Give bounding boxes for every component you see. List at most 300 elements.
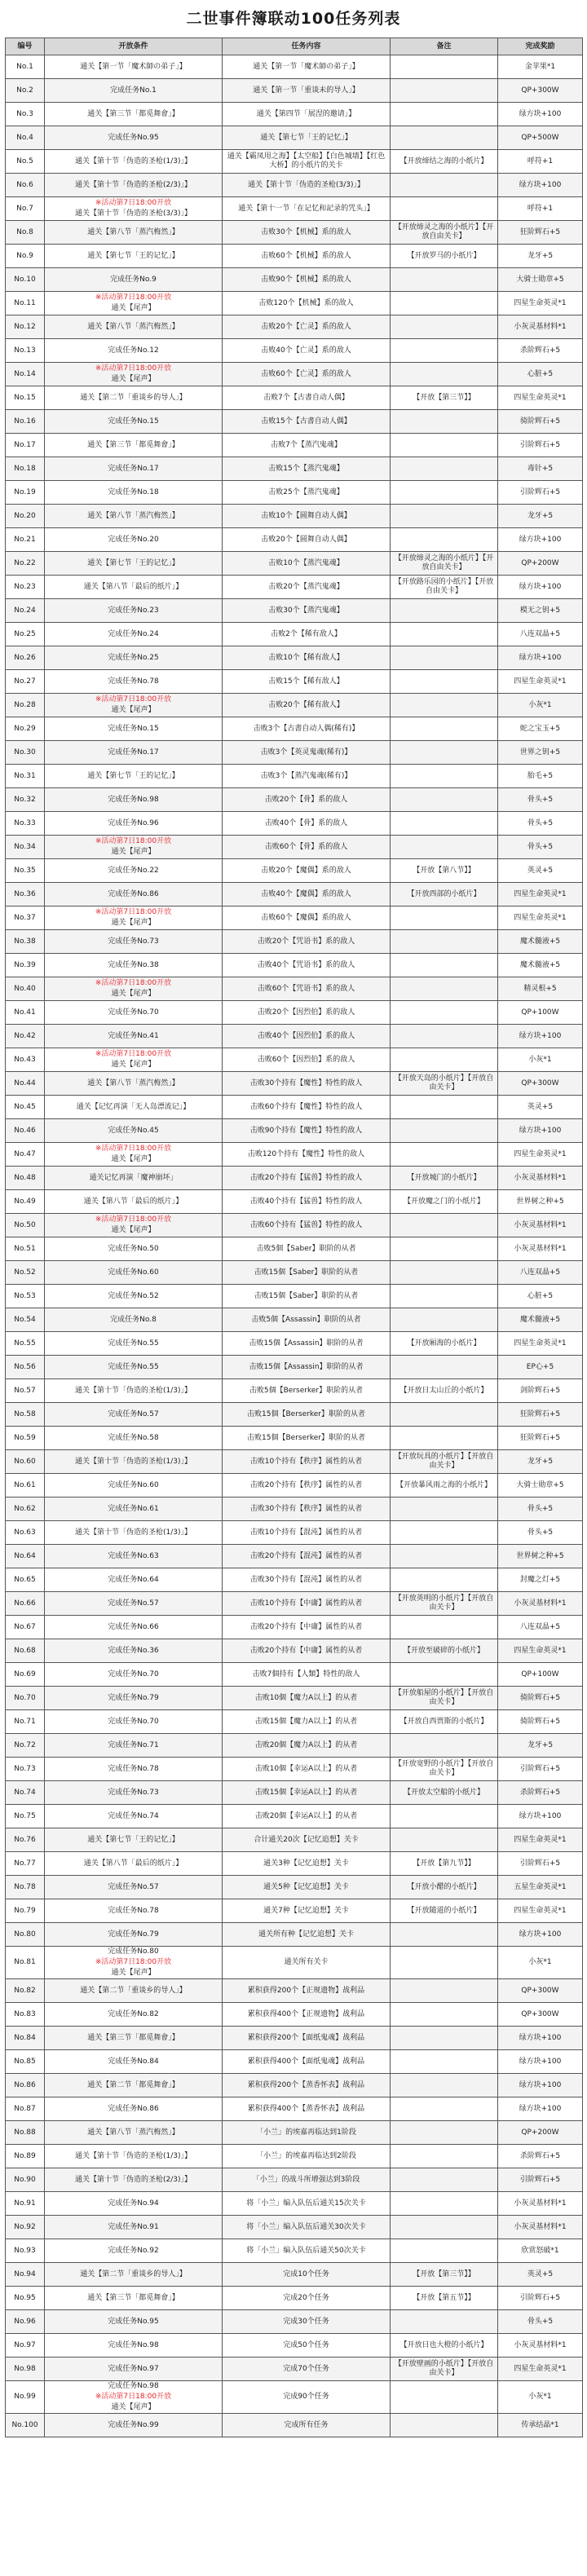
mission-note	[391, 126, 498, 150]
mission-condition	[45, 197, 223, 221]
mission-task: 完成所有任务	[223, 2414, 391, 2437]
mission-task: 击败7个【蒸汽鬼魂】	[223, 434, 391, 457]
condition-text: 通关【第八节「最后的纸片」】	[83, 582, 183, 591]
mission-reward: QP+500W	[498, 126, 583, 150]
mission-reward: 世界树之种+5	[498, 1190, 583, 1214]
mission-reward: 骑阶辉石+5	[498, 1687, 583, 1710]
mission-condition	[45, 812, 223, 836]
mission-reward: 封魔之灯+5	[498, 1568, 583, 1592]
mission-task: 完成90个任务	[223, 2381, 391, 2414]
mission-reward: 小灰灵基材料*1	[498, 2334, 583, 2358]
table-row	[6, 977, 583, 1001]
mission-note	[391, 481, 498, 505]
mission-task: 击败20个持有【秩序】属性的从者	[223, 1474, 391, 1498]
mission-number: No.50	[6, 1214, 45, 1237]
mission-reward: 绿方块+100	[498, 2074, 583, 2097]
condition-text: 完成任务No.73	[108, 937, 159, 946]
table-row	[6, 1568, 583, 1592]
mission-task: 通关【第十一节「在记忆和記录的咒头」】	[223, 197, 391, 221]
condition-text: 通关【尾声】	[111, 848, 156, 856]
mission-note	[391, 2168, 498, 2192]
event-open-notice: ※活动第7日18:00开放	[95, 695, 172, 704]
table-row	[6, 623, 583, 646]
mission-task: 击败10个【圆舞自动人偶】	[223, 505, 391, 528]
mission-condition	[45, 315, 223, 339]
mission-note	[391, 339, 498, 363]
mission-task: 通关所有关卡	[223, 1947, 391, 1979]
table-row	[6, 1214, 583, 1237]
mission-number: No.97	[6, 2334, 45, 2358]
table-row	[6, 741, 583, 765]
condition-text: 完成任务No.78	[108, 1764, 159, 1773]
mission-condition	[45, 1521, 223, 1545]
mission-note	[391, 2003, 498, 2027]
mission-task: 击败20个【蒸汽鬼魂】	[223, 576, 391, 599]
mission-note	[391, 2192, 498, 2216]
mission-task: 击败15個【魔力A以上】的从者	[223, 1710, 391, 1734]
mission-number: No.94	[6, 2263, 45, 2287]
mission-note	[391, 2239, 498, 2263]
header-condition: 开放条件	[45, 38, 223, 55]
event-open-notice: ※活动第7日18:00开放	[95, 199, 172, 207]
mission-note	[391, 1001, 498, 1025]
mission-number: No.62	[6, 1498, 45, 1521]
mission-condition	[45, 434, 223, 457]
mission-condition	[45, 694, 223, 717]
mission-note: 【开放暴风雨之海的小纸片】	[391, 1474, 498, 1498]
mission-note	[391, 457, 498, 481]
mission-note	[391, 363, 498, 386]
mission-number: No.26	[6, 646, 45, 670]
condition-text: 通关【第二节「重谈乡的导人」】	[80, 393, 187, 402]
mission-task: 击败20個【幸运A以上】的从者	[223, 1805, 391, 1828]
table-row	[6, 245, 583, 268]
mission-note	[391, 977, 498, 1001]
condition-text: 通关【尾声】	[111, 990, 156, 998]
table-row	[6, 1167, 583, 1190]
mission-task: 击败60个【机械】系的敌人	[223, 245, 391, 268]
mission-note	[391, 2050, 498, 2074]
mission-number: No.51	[6, 1237, 45, 1261]
table-row	[6, 2239, 583, 2263]
table-row	[6, 836, 583, 859]
condition-text: 通关【第七节「王的记忆」】	[87, 558, 179, 567]
mission-condition	[45, 1450, 223, 1474]
condition-text: 通关【第十节「伪造的圣枪(1/3)」】	[74, 1457, 192, 1466]
table-row	[6, 1072, 583, 1096]
mission-task: 击败2个【稀有敌人】	[223, 623, 391, 646]
mission-note	[391, 1521, 498, 1545]
mission-reward: 心脏+5	[498, 363, 583, 386]
mission-task: 击败15個【Saber】职阶的从者	[223, 1261, 391, 1285]
condition-text: 完成任务No.61	[108, 1504, 159, 1513]
mission-reward: 四星生命英灵*1	[498, 1828, 583, 1852]
mission-number: No.13	[6, 339, 45, 363]
mission-reward: 龙牙+5	[498, 505, 583, 528]
condition-text: 通关【尾声】	[111, 1061, 156, 1069]
mission-reward: QP+100W	[498, 1001, 583, 1025]
mission-note: 【开放自西贾斯的小纸片】	[391, 1710, 498, 1734]
mission-task: 击败15個【Berserker】职阶的从者	[223, 1427, 391, 1450]
mission-number: No.12	[6, 315, 45, 339]
mission-number: No.25	[6, 623, 45, 646]
mission-note	[391, 788, 498, 812]
table-row	[6, 2263, 583, 2287]
table-row	[6, 2358, 583, 2381]
table-row	[6, 765, 583, 788]
condition-text: 完成任务No.18	[108, 487, 159, 496]
condition-text: 完成任务No.17	[108, 464, 159, 473]
table-row	[6, 2027, 583, 2050]
mission-reward: 龙牙+5	[498, 1450, 583, 1474]
table-row	[6, 2414, 583, 2437]
table-row	[6, 2168, 583, 2192]
mission-number: No.70	[6, 1687, 45, 1710]
mission-condition	[45, 2168, 223, 2192]
mission-note	[391, 1096, 498, 1119]
mission-note	[391, 1427, 498, 1450]
mission-note: 【开放船屋的小纸片】【开放自由关卡】	[391, 1687, 498, 1710]
mission-reward: 四星生命英灵*1	[498, 1143, 583, 1167]
mission-reward: 绿方块+100	[498, 2050, 583, 2074]
mission-task: 击败20個【魔力A以上】的从者	[223, 1734, 391, 1758]
mission-condition	[45, 1899, 223, 1923]
mission-note	[391, 1568, 498, 1592]
table-row	[6, 2310, 583, 2334]
mission-reward: 英灵+5	[498, 859, 583, 883]
condition-text: 通关【第一节「魔术師の弟子」】	[80, 62, 187, 71]
mission-number: No.8	[6, 221, 45, 245]
mission-task: 击败40个持有【猛兽】特性的敌人	[223, 1190, 391, 1214]
mission-reward: 传承结晶*1	[498, 2414, 583, 2437]
condition-text: 完成任务No.79	[108, 1693, 159, 1702]
table-row	[6, 1427, 583, 1450]
mission-task: 将「小兰」编入队伍后通关30次关卡	[223, 2216, 391, 2239]
mission-note	[391, 79, 498, 103]
mission-condition	[45, 2097, 223, 2121]
table-row	[6, 1663, 583, 1687]
mission-reward: 八连双晶+5	[498, 623, 583, 646]
table-row	[6, 315, 583, 339]
mission-condition	[45, 2239, 223, 2263]
mission-task: 击败15个【稀有敌人】	[223, 670, 391, 694]
condition-text: 完成任务No.95	[108, 133, 159, 142]
mission-task: 击败10個【幸运A以上】的从者	[223, 1758, 391, 1781]
mission-note	[391, 623, 498, 646]
mission-number: No.74	[6, 1781, 45, 1805]
mission-note: 【开放城门的小纸片】	[391, 1167, 498, 1190]
mission-task: 完成10个任务	[223, 2263, 391, 2287]
mission-note	[391, 741, 498, 765]
mission-number: No.55	[6, 1332, 45, 1356]
mission-task: 击败3个【英灵鬼魂(稀有)】	[223, 741, 391, 765]
table-row	[6, 1828, 583, 1852]
condition-text: 通关【第十节「伪造的圣枪(1/3)」】	[74, 2151, 192, 2160]
condition-text: 通关【第十节「伪造的圣枪(2/3)」】	[74, 180, 192, 189]
mission-task: 累积获得200个【面纸鬼魂】战利品	[223, 2027, 391, 2050]
condition-text: 完成任务No.1	[110, 86, 157, 95]
condition-text: 完成任务No.73	[108, 1788, 159, 1797]
mission-condition	[45, 859, 223, 883]
mission-task: 击败7个【古書自动人偶】	[223, 386, 391, 410]
mission-number: No.67	[6, 1616, 45, 1639]
table-row	[6, 268, 583, 292]
table-row	[6, 2216, 583, 2239]
table-row	[6, 1285, 583, 1308]
mission-condition	[45, 505, 223, 528]
table-row	[6, 670, 583, 694]
condition-text: 通关【第七节「王的记忆」】	[87, 251, 179, 260]
mission-note: 【开放西部的小纸片】	[391, 883, 498, 906]
mission-task: 击败40个【骨】系的敌人	[223, 812, 391, 836]
mission-reward: 小灰*1	[498, 694, 583, 717]
table-row	[6, 1450, 583, 1474]
mission-note	[391, 1285, 498, 1308]
mission-number: No.88	[6, 2121, 45, 2145]
mission-number: No.52	[6, 1261, 45, 1285]
mission-condition	[45, 623, 223, 646]
condition-text: 完成任务No.71	[108, 1740, 159, 1749]
mission-condition	[45, 1758, 223, 1781]
mission-reward: 心脏+5	[498, 1285, 583, 1308]
mission-task: 击败20个【魔偶】系的敌人	[223, 859, 391, 883]
mission-condition	[45, 2121, 223, 2145]
mission-reward: 四星生命英灵*1	[498, 1899, 583, 1923]
mission-task: 击败60个【咒语书】系的敌人	[223, 977, 391, 1001]
mission-task: 击败15個【Berserker】职阶的从者	[223, 1403, 391, 1427]
mission-condition	[45, 1096, 223, 1119]
condition-text: 完成任务No.15	[108, 417, 159, 426]
condition-text: 通关【第十节「伪造的圣枪(2/3)」】	[74, 2175, 192, 2184]
mission-note	[391, 1119, 498, 1143]
mission-condition	[45, 1379, 223, 1403]
mission-condition	[45, 1474, 223, 1498]
table-row	[6, 1545, 583, 1568]
mission-condition	[45, 1734, 223, 1758]
mission-task: 累积获得400个【面纸鬼魂】战利品	[223, 2050, 391, 2074]
table-row	[6, 1781, 583, 1805]
mission-task: 击败15個【Saber】职阶的从者	[223, 1285, 391, 1308]
mission-task: 击败60个持有【猛兽】特性的敌人	[223, 1214, 391, 1237]
mission-number: No.56	[6, 1356, 45, 1379]
mission-task: 将「小兰」编入队伍后通关50次关卡	[223, 2239, 391, 2263]
condition-text: 通关【第二节「重谈乡的导人」】	[80, 2269, 187, 2278]
mission-condition	[45, 1852, 223, 1876]
table-header-row	[6, 38, 583, 55]
mission-reward: 绿方块+100	[498, 2097, 583, 2121]
mission-reward: 小灰灵基材料*1	[498, 1167, 583, 1190]
mission-task: 击败15個【Assassin】职阶的从者	[223, 1356, 391, 1379]
mission-task: 击败20个【因烈伯】系的敌人	[223, 1001, 391, 1025]
mission-number: No.80	[6, 1923, 45, 1947]
mission-condition	[45, 552, 223, 576]
mission-number: No.7	[6, 197, 45, 221]
table-row	[6, 126, 583, 150]
mission-note	[391, 1828, 498, 1852]
condition-text: 完成任务No.57	[108, 1409, 159, 1418]
mission-task: 合计通关20次【记忆追想】关卡	[223, 1828, 391, 1852]
mission-condition	[45, 599, 223, 623]
mission-number: No.1	[6, 55, 45, 79]
mission-task: 击败7個持有【人類】特性的敌人	[223, 1663, 391, 1687]
table-row	[6, 1710, 583, 1734]
mission-note	[391, 812, 498, 836]
mission-task: 累积获得400个【蒸香怀表】战利品	[223, 2097, 391, 2121]
condition-text: 完成任务No.50	[108, 1244, 159, 1253]
mission-condition	[45, 268, 223, 292]
mission-task: 击败20个【骨】系的敌人	[223, 788, 391, 812]
mission-note	[391, 1308, 498, 1332]
mission-task: 通关【第四节「展涅的邀请」】	[223, 103, 391, 126]
table-row	[6, 1592, 583, 1616]
mission-number: No.91	[6, 2192, 45, 2216]
mission-number: No.27	[6, 670, 45, 694]
mission-task: 击败120个持有【魔性】特性的敌人	[223, 1143, 391, 1167]
mission-note: 【开放至破碎的小纸片】	[391, 1639, 498, 1663]
mission-reward: 五星生命英灵*1	[498, 1876, 583, 1899]
mission-number: No.82	[6, 1979, 45, 2003]
mission-condition	[45, 1001, 223, 1025]
event-open-notice: ※活动第7日18:00开放	[95, 1958, 172, 1966]
mission-number: No.90	[6, 2168, 45, 2192]
table-row	[6, 1143, 583, 1167]
mission-condition	[45, 1545, 223, 1568]
mission-reward: 绿方块+100	[498, 103, 583, 126]
mission-note	[391, 930, 498, 954]
table-row	[6, 906, 583, 930]
mission-note: 【开放缔结之海的小纸片】	[391, 150, 498, 174]
mission-note	[391, 2216, 498, 2239]
mission-reward: 杀阶辉石+5	[498, 1781, 583, 1805]
condition-text: 完成任务No.12	[108, 346, 159, 355]
mission-number: No.85	[6, 2050, 45, 2074]
table-row	[6, 1734, 583, 1758]
mission-note	[391, 315, 498, 339]
mission-reward: 绿方块+100	[498, 174, 583, 197]
mission-condition	[45, 2027, 223, 2050]
mission-reward: 欣赏怒破*1	[498, 2239, 583, 2263]
table-row	[6, 2050, 583, 2074]
mission-number: No.57	[6, 1379, 45, 1403]
condition-text: 通关记忆再演「魔神崩坏」	[89, 1173, 178, 1182]
mission-reward: 龙牙+5	[498, 1734, 583, 1758]
table-row	[6, 788, 583, 812]
mission-number: No.41	[6, 1001, 45, 1025]
table-row	[6, 1119, 583, 1143]
mission-condition	[45, 481, 223, 505]
mission-task: 通关3种【记忆追想】关卡	[223, 1852, 391, 1876]
mission-reward: 绿方块+100	[498, 528, 583, 552]
mission-task: 完成70个任务	[223, 2358, 391, 2381]
table-row	[6, 1616, 583, 1639]
header-note: 备注	[391, 38, 498, 55]
mission-task: 击败3个【古書自动人偶(稀有)】	[223, 717, 391, 741]
mission-condition	[45, 245, 223, 268]
mission-reward: 小灰*1	[498, 1947, 583, 1979]
table-row	[6, 1947, 583, 1979]
condition-text: 完成任务No.52	[108, 1291, 159, 1300]
table-row	[6, 55, 583, 79]
mission-reward: 魔术髓液+5	[498, 930, 583, 954]
mission-note	[391, 2121, 498, 2145]
condition-text: 通关【第八节「蒸汽梅然」】	[87, 511, 179, 520]
mission-number: No.71	[6, 1710, 45, 1734]
mission-note	[391, 670, 498, 694]
mission-number: No.37	[6, 906, 45, 930]
mission-condition	[45, 174, 223, 197]
mission-condition	[45, 150, 223, 174]
mission-reward: 小灰灵基材料*1	[498, 2216, 583, 2239]
mission-number: No.65	[6, 1568, 45, 1592]
mission-number: No.68	[6, 1639, 45, 1663]
condition-text: 完成任务No.57	[108, 1599, 159, 1608]
mission-number: No.43	[6, 1048, 45, 1072]
mission-number: No.15	[6, 386, 45, 410]
mission-task: 击败40个【因烈伯】系的敌人	[223, 1025, 391, 1048]
condition-text: 通关【第八节「最后的纸片」】	[83, 1859, 183, 1868]
mission-reward: 四星生命英灵*1	[498, 386, 583, 410]
condition-text: 通关【第八节「最后的纸片」】	[83, 1197, 183, 1206]
event-open-notice: ※活动第7日18:00开放	[95, 837, 172, 845]
mission-note	[391, 2310, 498, 2334]
mission-note: 【开放【第九节】】	[391, 1852, 498, 1876]
mission-condition	[45, 717, 223, 741]
mission-reward: 引阶辉石+5	[498, 481, 583, 505]
mission-task: 击败10个持有【混沌】属性的从者	[223, 1521, 391, 1545]
mission-condition	[45, 954, 223, 977]
mission-note	[391, 1048, 498, 1072]
mission-number: No.63	[6, 1521, 45, 1545]
mission-condition	[45, 670, 223, 694]
mission-condition	[45, 836, 223, 859]
mission-note: 【开放天岛的小纸片】【开放自由关卡】	[391, 1072, 498, 1096]
mission-condition	[45, 126, 223, 150]
condition-text: 通关【第三节「都觅舞會」】	[87, 109, 179, 118]
mission-number: No.87	[6, 2097, 45, 2121]
condition-text: 通关【第七节「王的记忆」】	[87, 1835, 179, 1844]
mission-reward: QP+300W	[498, 79, 583, 103]
mission-number: No.96	[6, 2310, 45, 2334]
condition-text: 完成任务No.36	[108, 1646, 159, 1655]
mission-condition	[45, 1687, 223, 1710]
condition-text: 完成任务No.22	[108, 866, 159, 875]
table-row	[6, 174, 583, 197]
mission-reward: QP+300W	[498, 1072, 583, 1096]
mission-number: No.86	[6, 2074, 45, 2097]
condition-text: 完成任务No.79	[108, 1930, 159, 1939]
table-row	[6, 1979, 583, 2003]
mission-number: No.3	[6, 103, 45, 126]
mission-condition	[45, 741, 223, 765]
mission-reward: 绿方块+100	[498, 1119, 583, 1143]
table-row	[6, 2334, 583, 2358]
mission-number: No.35	[6, 859, 45, 883]
table-row	[6, 646, 583, 670]
mission-number: No.61	[6, 1474, 45, 1498]
mission-note: 【开放太空船的小纸片】	[391, 1781, 498, 1805]
mission-reward: 八连双晶+5	[498, 1616, 583, 1639]
mission-number: No.84	[6, 2027, 45, 2050]
mission-reward: 骨头+5	[498, 1498, 583, 1521]
event-open-notice: ※活动第7日18:00开放	[95, 293, 172, 302]
mission-reward: 小灰灵基材料*1	[498, 1214, 583, 1237]
mission-number: No.32	[6, 788, 45, 812]
mission-task: 击败5個【Saber】职阶的从者	[223, 1237, 391, 1261]
mission-note: 【开放路乐园的小纸片】【开放自由关卡】	[391, 576, 498, 599]
mission-number: No.59	[6, 1427, 45, 1450]
table-row	[6, 1852, 583, 1876]
event-open-notice: ※活动第7日18:00开放	[95, 364, 172, 373]
